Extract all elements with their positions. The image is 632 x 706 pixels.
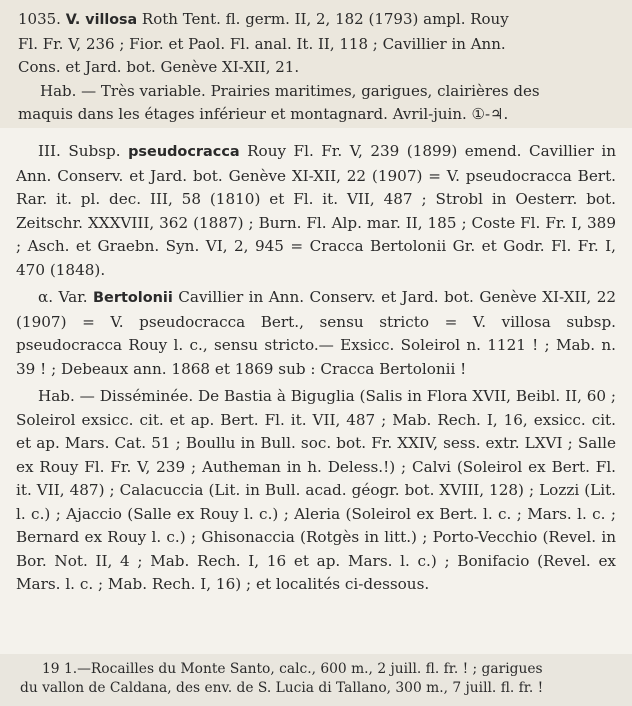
citation-line-2: Fl. Fr. V, 236 ; Fior. et Paol. Fl. anal. It. II, 118 ; Cavillier in Ann. bbox=[18, 34, 506, 53]
subspecies-paragraph bbox=[16, 140, 616, 282]
citation-line-1: Tent. fl. germ. II, 2, 182 (1793) ampl. Rouy bbox=[182, 10, 509, 28]
habitat-paragraph: Hab. — Disséminée. De Bastia à Biguglia (Salis in Flora XVII, Beibl. II, 60 ; Soleirol exsicc. cit. et ap. Bert. Fl. it. VII, 487 ; Mab. Rech. I, 16, exsicc. cit. et ap. Mars. Cat. 51 ; Boullu in Bull. soc. bot. Fr. XXIV, sess. extr. LXVI ; Salle ex Rouy Fl. Fr. V, 239 ; Autheman in h. Deless.!) ; Calvi (Soleirol ex Bert. Fl. it. VII, 487) ; Calacuccia (Lit. in Bull. acad. géogr. bot. XVIII, 128) ; Lozzi (Lit. l. c.) ; Ajaccio (Salle ex Rouy l. c.) ; Aleria (Soleirol ex Bert. l. c. ; Mars. l. c. ; Bernard ex Rouy l. c.) ; Ghisonaccia (Rotgès in litt.) ; Porto-Vecchio (Revel. in Bor. Not. II, 4 ; Mab. Rech. I, 16 et ap. Mars. l. c.) ; Bonifacio (Revel. ex Mars. l. c. ; Mab. Rech. I, 16) ; et localités ci-dessous. bbox=[16, 387, 617, 593]
top-section bbox=[0, 0, 632, 128]
subspecies-citation: Rouy Fl. Fr. V, 239 (1899) emend. Cavillier in Ann. Conserv. et Jard. bot. Genève XI-XII, 22 (1907) = V. pseudocracca Bert. Rar. it. pl. dec. III, 58 (1810) et Fl. it. VII, 487 ; Strobl in Oesterr. bot. Zeitschr. XXXVIII, 362 (1887) ; Burn. Fl. Alp. mar. II, 185 ; Coste Fl. Fr. I, 389 ; Asch. et Graebn. Syn. VI, 2, 945 = Cracca Bertolonii Gr. et Godr. Fl. Fr. I, 470 (1848). bbox=[16, 142, 617, 279]
variety-name: Bertolonii bbox=[93, 290, 173, 306]
subspecies-name: pseudocracca bbox=[128, 144, 240, 160]
locality-line-2: du vallon de Caldana, des env. de S. Lucia di Tallano, 300 m., 7 juill. fl. fr. ! bbox=[20, 680, 544, 696]
taxon-name: V. villosa bbox=[65, 12, 138, 28]
subspecies-number: III. bbox=[38, 142, 61, 160]
entry-header bbox=[18, 8, 614, 33]
bottom-section bbox=[0, 654, 632, 706]
habitat-line-1: Hab. — Très variable. Prairies maritimes, garigues, clairières des bbox=[40, 81, 540, 100]
variety-citation: Cavillier in Ann. Conserv. et Jard. bot. Genève XI-XII, 22 (1907) = V. pseudocracca Bert., sensu stricto = V. villosa subsp. pseudocracca Rouy l. c., sensu stricto.— Exsicc. Soleirol n. 1121 ! ; Mab. n. 39 ! ; Debeaux ann. 1868 et 1869 sub : Cracca Bertolonii ! bbox=[16, 288, 617, 378]
habitat-line-2: maquis dans les étages inférieur et montagnard. Avril-juin. ①-♃. bbox=[18, 105, 509, 123]
taxon-author: Roth bbox=[141, 10, 178, 28]
subspecies-label: Subsp. bbox=[68, 142, 121, 160]
citation-line-3: Cons. et Jard. bot. Genève XI-XII, 21. bbox=[18, 58, 300, 76]
main-section bbox=[0, 128, 632, 654]
variety-paragraph bbox=[16, 286, 616, 381]
locality-line-1: 19 1.—Rocailles du Monte Santo, calc., 600 m., 2 juill. fl. fr. ! ; garigues bbox=[42, 661, 543, 677]
entry-number: 1035. bbox=[18, 10, 61, 28]
variety-marker: α. Var. bbox=[38, 288, 88, 306]
